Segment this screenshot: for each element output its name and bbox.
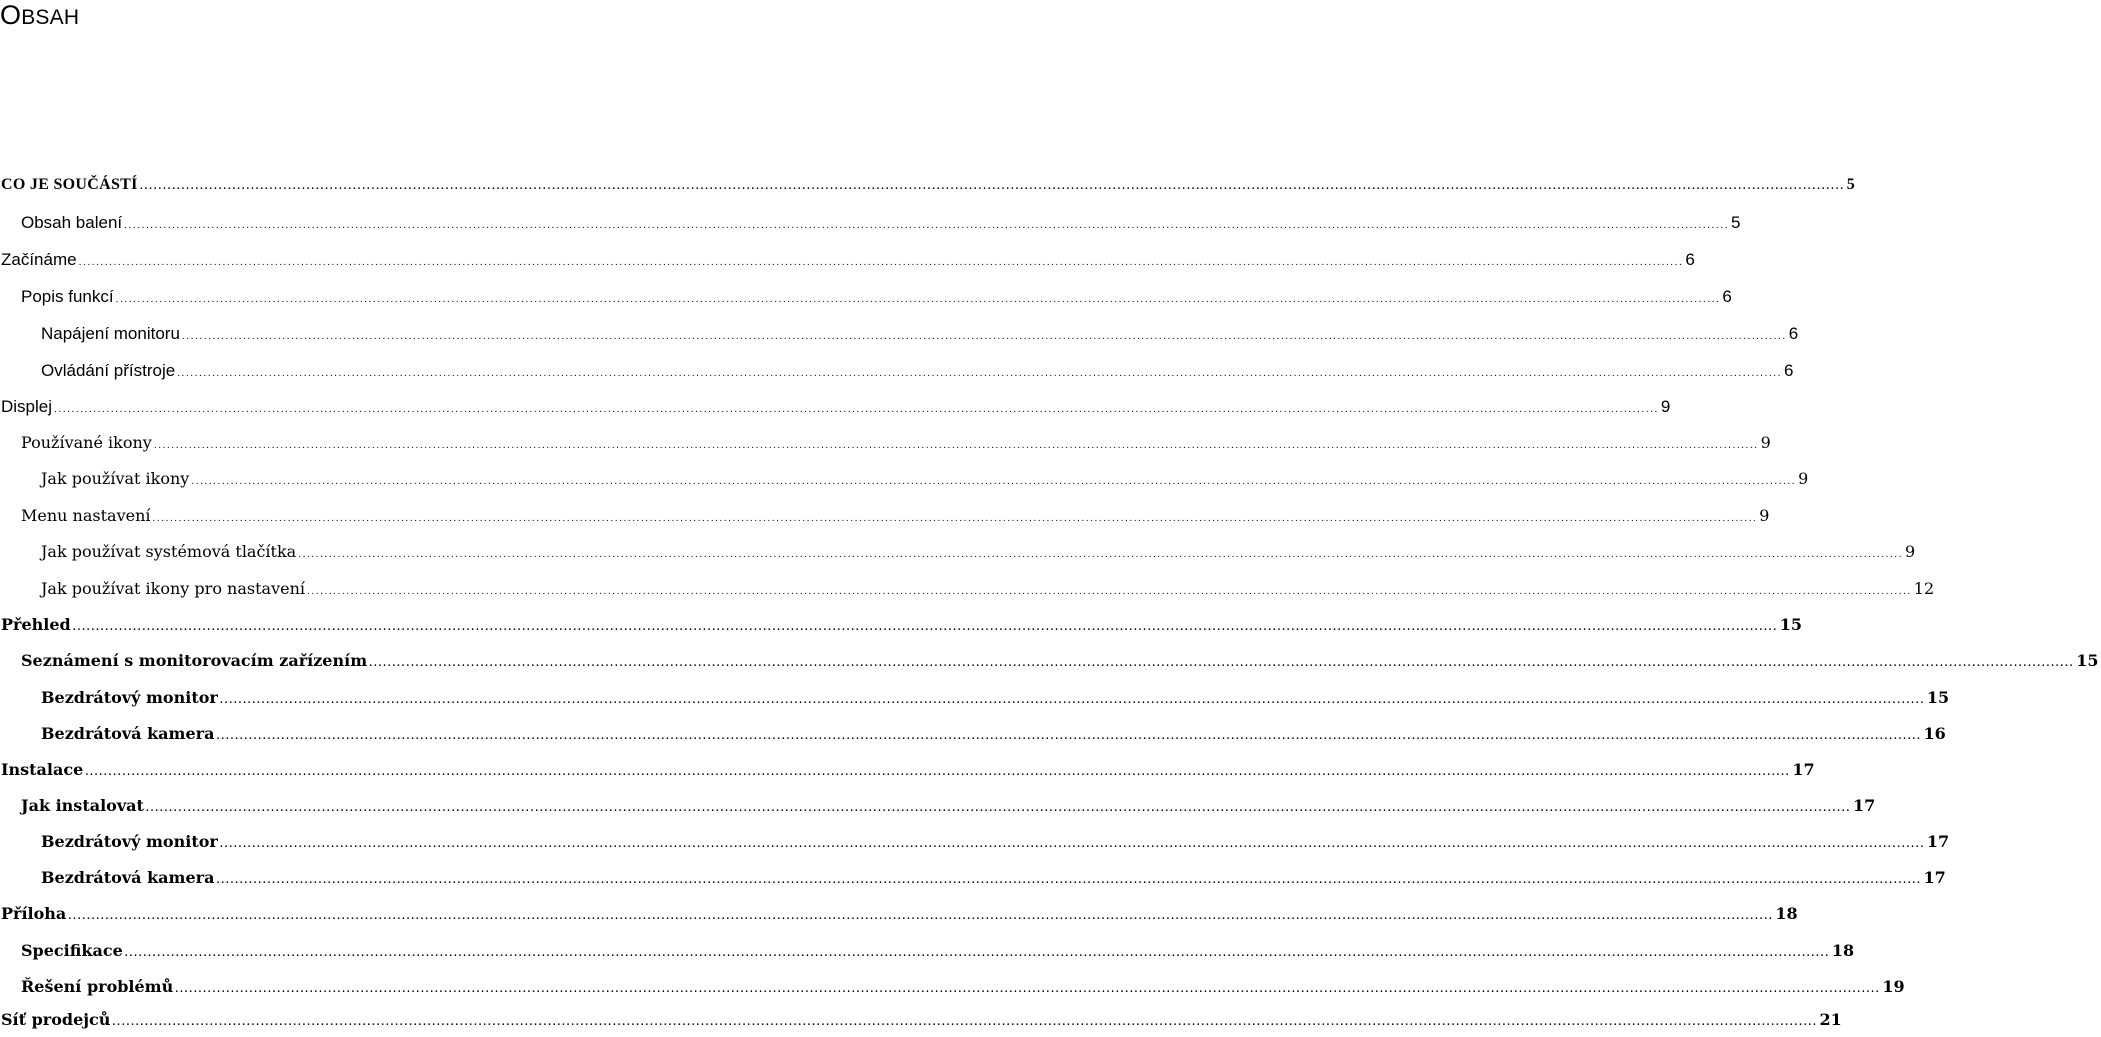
toc-entry[interactable] (0, 941, 1855, 967)
toc-dot-leader (125, 949, 1830, 959)
toc-entry-title: Popis funkcí (21, 287, 114, 306)
toc-entry-page: 16 (1923, 724, 1946, 743)
toc-dot-leader (369, 659, 2074, 669)
toc-entry[interactable] (0, 542, 1916, 568)
toc-dot-leader (79, 258, 1684, 268)
toc-entry[interactable] (0, 250, 1695, 276)
toc-entry-page: 12 (1913, 579, 1935, 598)
toc-entry[interactable] (0, 688, 1950, 714)
toc-dot-leader (154, 441, 1759, 451)
toc-dot-leader (175, 985, 1880, 995)
toc-entry[interactable] (0, 760, 1815, 786)
toc-entry-title: Menu nastavení (21, 506, 151, 525)
toc-entry-page: 9 (1905, 542, 1916, 561)
toc-entry-page: 17 (1792, 760, 1815, 779)
toc-dot-leader (146, 804, 1851, 814)
toc-entry-title: Seznámení s monitorovacím zařízením (21, 651, 368, 670)
toc-entry-page: 17 (1852, 796, 1876, 815)
toc-entry-page: 6 (1783, 361, 1794, 380)
toc-dot-leader (68, 912, 1773, 922)
page-title-rest: BSAH (21, 6, 80, 29)
toc-entry[interactable] (0, 361, 1794, 387)
toc-entry-title: Jak používat systémová tlačítka (41, 542, 297, 561)
toc-dot-leader (112, 1018, 1817, 1028)
toc-entry-title: CO JE SOUČÁSTÍ (1, 176, 138, 193)
toc-entry[interactable] (0, 506, 1770, 532)
toc-entry-page: 6 (1788, 324, 1799, 343)
toc-entry-page: 18 (1775, 904, 1798, 923)
toc-entry-title: Napájení monitoru (41, 324, 180, 343)
toc-entry-page: 9 (1760, 433, 1771, 452)
toc-entry-title: Příloha (1, 904, 67, 923)
toc-dot-leader (85, 768, 1790, 778)
toc-entry[interactable] (0, 796, 1876, 822)
toc-entry-title: Jak používat ikony (41, 469, 190, 488)
toc-entry-title: Instalace (1, 760, 84, 779)
toc-entry-title: Začínáme (1, 250, 77, 269)
toc-entry-page: 18 (1831, 941, 1855, 960)
toc-entry[interactable] (0, 1010, 1842, 1036)
toc-entry-page: 5 (1730, 213, 1741, 232)
toc-entry-page: 15 (1926, 688, 1950, 707)
toc-entry-title: Bezdrátová kamera (41, 724, 215, 743)
toc-entry[interactable] (0, 724, 1946, 750)
toc-entry[interactable] (0, 324, 1799, 350)
toc-dot-leader (54, 405, 1659, 415)
toc-dot-leader (220, 840, 1925, 850)
toc-entry-page: 9 (1759, 506, 1770, 525)
toc-entry[interactable] (0, 287, 1732, 313)
toc-entry[interactable] (0, 977, 1905, 1003)
toc-entry[interactable] (0, 615, 1803, 641)
toc-entry-title: Bezdrátový monitor (41, 688, 218, 707)
toc-entry-page: 9 (1660, 397, 1671, 416)
toc-entry-title: Displej (1, 397, 53, 416)
toc-entry-title: Používané ikony (21, 433, 152, 452)
toc-entry-page: 17 (1923, 868, 1946, 887)
toc-entry-page: 17 (1926, 832, 1950, 851)
toc-entry-title: Jak instalovat (21, 796, 144, 815)
toc-entry-page: 6 (1685, 250, 1695, 269)
toc-entry[interactable] (0, 868, 1946, 894)
toc-entry-page: 15 (2076, 651, 2099, 670)
toc-entry[interactable] (0, 213, 1741, 239)
toc-entry-page: 21 (1819, 1010, 1842, 1029)
toc-dot-leader (182, 332, 1787, 342)
toc-dot-leader (220, 696, 1925, 706)
toc-dot-leader (216, 876, 1921, 886)
toc-entry-title: Řešení problémů (21, 977, 174, 996)
toc-entry-title: Síť prodejců (1, 1010, 111, 1029)
toc-dot-leader (177, 369, 1782, 379)
toc-dot-leader (307, 587, 1912, 597)
toc-entry[interactable] (0, 469, 1809, 495)
toc-entry-title: Ovládání přístroje (41, 361, 176, 380)
toc-entry-page: 9 (1798, 469, 1809, 488)
toc-entry[interactable] (0, 904, 1798, 930)
toc-entry-title: Bezdrátový monitor (41, 832, 218, 851)
toc-dot-leader (216, 732, 1921, 742)
toc-entry-page: 15 (1779, 615, 1803, 634)
toc-entry-title: Obsah balení (21, 213, 123, 232)
toc-dot-leader (298, 550, 1903, 560)
toc-entry-title: Přehled (1, 615, 71, 634)
toc-dot-leader (124, 221, 1729, 231)
toc-dot-leader (153, 514, 1758, 524)
toc-entry[interactable] (0, 397, 1671, 423)
toc-entry[interactable] (0, 832, 1950, 858)
toc-entry-page: 5 (1846, 176, 1856, 193)
toc-entry[interactable] (0, 176, 1856, 202)
toc-dot-leader (191, 477, 1796, 487)
toc-entry[interactable] (0, 433, 1771, 459)
toc-dot-leader (73, 623, 1778, 633)
toc-dot-leader (140, 182, 1845, 192)
toc-dot-leader (116, 295, 1721, 305)
toc-entry[interactable] (0, 651, 2099, 677)
toc-entry-title: Specifikace (21, 941, 123, 960)
toc-entry-title: Jak používat ikony pro nastavení (41, 579, 305, 598)
toc-entry-page: 6 (1722, 287, 1732, 306)
page-title-initial: O (0, 0, 22, 30)
toc-entry[interactable] (0, 579, 1935, 605)
toc-entry-page: 19 (1882, 977, 1905, 996)
toc-entry-title: Bezdrátová kamera (41, 868, 215, 887)
